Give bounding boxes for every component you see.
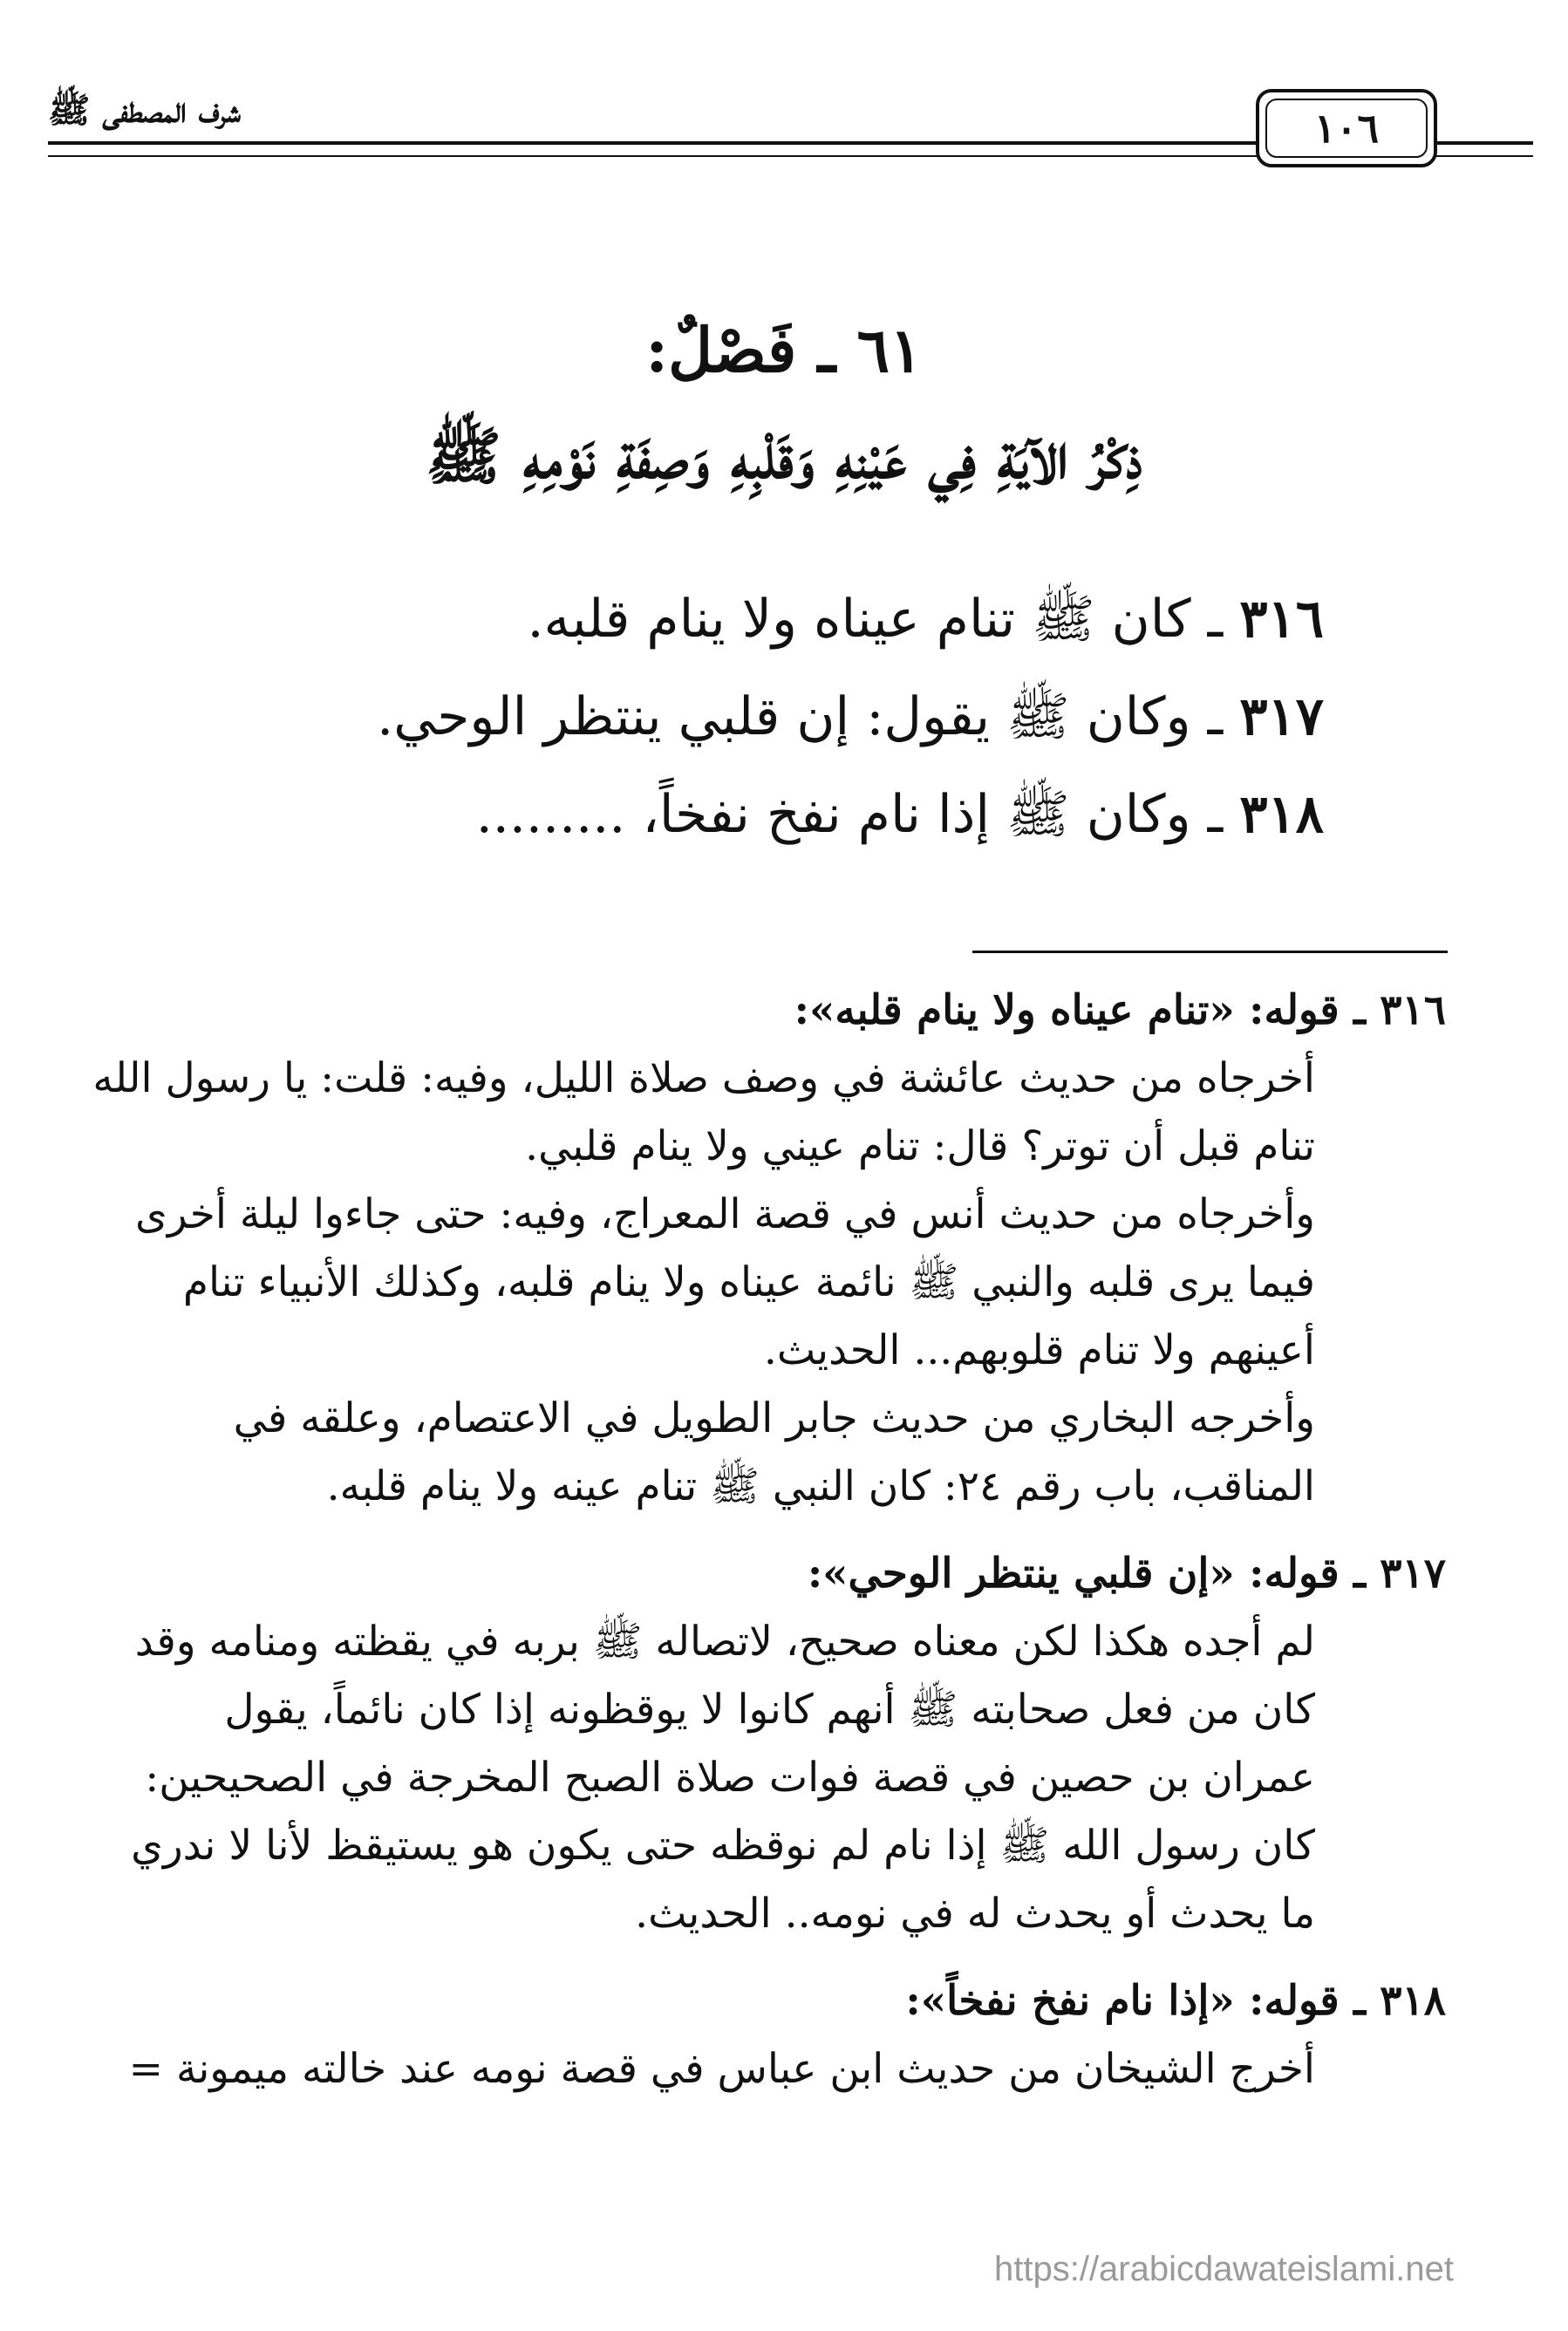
running-title: شرف المصطفى ﷺ (48, 90, 241, 131)
note-line: وأخرجاه من حديث أنس في قصة المعراج، وفيه: حتى جاءوا ليلة أخرى (135, 1190, 1315, 1238)
text-number: ٣١٧ (1239, 686, 1324, 747)
note-line: تنام قبل أن توتر؟ قال: تنام عيني ولا ينام قلبي. (525, 1122, 1315, 1170)
note-heading: ٣١٧ ـ قوله: «إن قلبي ينتظر الوحي»: (807, 1550, 1446, 1598)
note-line: فيما يرى قلبه والنبي ﷺ نائمة عيناه ولا ينام قلبه، وكذلك الأنبياء تنام (182, 1258, 1315, 1306)
chapter-title: ذِكْرُ الآيَةِ فِي عَيْنِهِ وَقَلْبِهِ وَصِفَةِ نَوْمِهِ ﷺ (426, 419, 1142, 493)
note-line: كان من فعل صحابته ﷺ أنهم كانوا لا يوقظونه إذا كان نائماً، يقول (224, 1686, 1315, 1734)
note-line: لم أجده هكذا لكن معناه صحيح، لاتصاله ﷺ بربه في يقظته ومنامه وقد (134, 1618, 1315, 1666)
main-text-line (78, 775, 1324, 873)
note-line: أعينهم ولا تنام قلوبهم... الحديث. (763, 1326, 1315, 1374)
note-line: أخرجاه من حديث عائشة في وصف صلاة الليل، وفيه: قلت: يا رسول الله (92, 1054, 1315, 1102)
note-heading: ٣١٦ ـ قوله: «تنام عيناه ولا ينام قلبه»: (794, 986, 1446, 1034)
note-line: أخرج الشيخان من حديث ابن عباس في قصة نومه عند خالته ميمونة = (128, 2045, 1315, 2093)
page-header (48, 78, 1533, 174)
main-text-line (78, 678, 1324, 775)
text-number: ٣١٨ (1239, 784, 1324, 845)
text-content: ـ كان ﷺ تنام عيناه ولا ينام قلبه. (527, 589, 1224, 650)
main-text-line (78, 580, 1324, 678)
page-number: ١٠٦ (1265, 99, 1428, 158)
note-line: المناقب، باب رقم ٢٤: كان النبي ﷺ تنام عينه ولا ينام قلبه. (326, 1462, 1315, 1510)
text-content: ـ وكان ﷺ إذا نام نفخ نفخاً، (642, 784, 1224, 845)
commentary (83, 977, 1446, 2103)
note-line: كان رسول الله ﷺ إذا نام لم نوقظه حتى يكون هو يستيقظ لأنا لا ندري (131, 1822, 1315, 1870)
note-line: ما يحدث أو يحدث له في نومه.. الحديث. (635, 1890, 1315, 1938)
note-body (83, 2035, 1446, 2103)
note-body (83, 1608, 1446, 1948)
watermark-url: https://arabicdawateislami.net (994, 2250, 1454, 2288)
note-heading: ٣١٨ ـ قوله: «إذا نام نفخ نفخاً»: (905, 1977, 1446, 2025)
note-line: عمران بن حصين في قصة فوات صلاة الصبح المخرجة في الصحيحين: (145, 1754, 1315, 1802)
text-number: ٣١٦ (1239, 589, 1324, 650)
chapter-number: ٦١ ـ فَصْلٌ: (645, 314, 923, 386)
continuation-dots: ......... (475, 784, 626, 845)
page-number-frame (1256, 89, 1437, 167)
note-line: وأخرجه البخاري من حديث جابر الطويل في الاعتصام، وعلقه في (233, 1394, 1315, 1442)
footnote-separator (972, 951, 1448, 953)
note-body (83, 1045, 1446, 1521)
main-texts (78, 580, 1324, 873)
text-content: ـ وكان ﷺ يقول: إن قلبي ينتظر الوحي. (377, 686, 1224, 747)
